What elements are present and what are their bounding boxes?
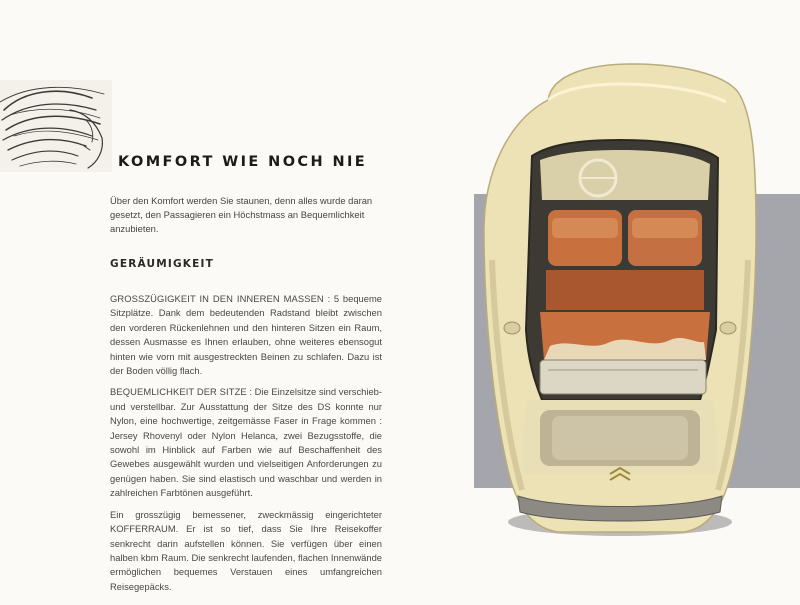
paragraph-interior-space — [110, 292, 382, 378]
woman-hair-sketch-icon — [0, 80, 112, 172]
intro-paragraph: Über den Komfort werden Sie staunen, denn alles wurde daran gesetzt, den Passagieren ein Höchstmass an Bequemlichkeit anzubieten. — [110, 195, 373, 234]
body-text — [110, 292, 382, 601]
citroen-ds-convertible-photo — [470, 60, 770, 550]
paragraph-seat-comfort — [110, 385, 382, 500]
paragraph-lead: BEQUEMLICHKEIT DER SITZE — [110, 386, 247, 398]
paragraph-text: : Die Einzelsitze sind verschieb- und verstellbar. Zur Ausstattung der Sitze des DS konnte nur Nylon, eine hochwertige, zeitgemässe Faser in Frage kommen : Jersey Rhovenyl oder Nylon Helanca, zwei Bezugsstoffe, die sowohl im Hinblick auf Farben wie auf Beschaffenheit des Gewebes ausgewählt wurden und vielseitigen Anforderungen zu genügen haben. Sie sind elastisch und waschbar und werden in zahlreichen Farbtönen ausgeführt. — [110, 386, 383, 499]
paragraph-lead: GROSSZÜGIGKEIT IN DEN INNEREN MASSEN — [110, 293, 324, 304]
paragraph-text: Ein grosszügig bemessener, zweckmässig eingerichteter KOFFERRAUM. Er ist so tief, dass Sie Ihre Reisekoffer senkrecht darin aufstellen können. Sie verfügen über einen halben kbm Raum. Die senkrecht laufenden, flachen Innenwände ermöglichen bequemes Verstauen eines umfangreichen Reisegepäcks. — [110, 508, 382, 592]
section-heading: GERÄUMIGKEIT — [110, 258, 214, 270]
paragraph-text: : 5 bequeme Sitzplätze. Dank dem bedeutenden Radstand bleibt zwischen den vorderen Rückenlehnen und den hinteren Sitzen ein Raum, dessen Ausmasse es Ihnen erlauben, ohne weiteres ebensogut hinten wie vorn mit ausgestreckten Beinen zu schlafen. Dazu ist der Boden völlig flach. — [110, 293, 383, 377]
page-title: KOMFORT WIE NOCH NIE — [118, 154, 368, 170]
paragraph-trunk — [110, 508, 382, 594]
